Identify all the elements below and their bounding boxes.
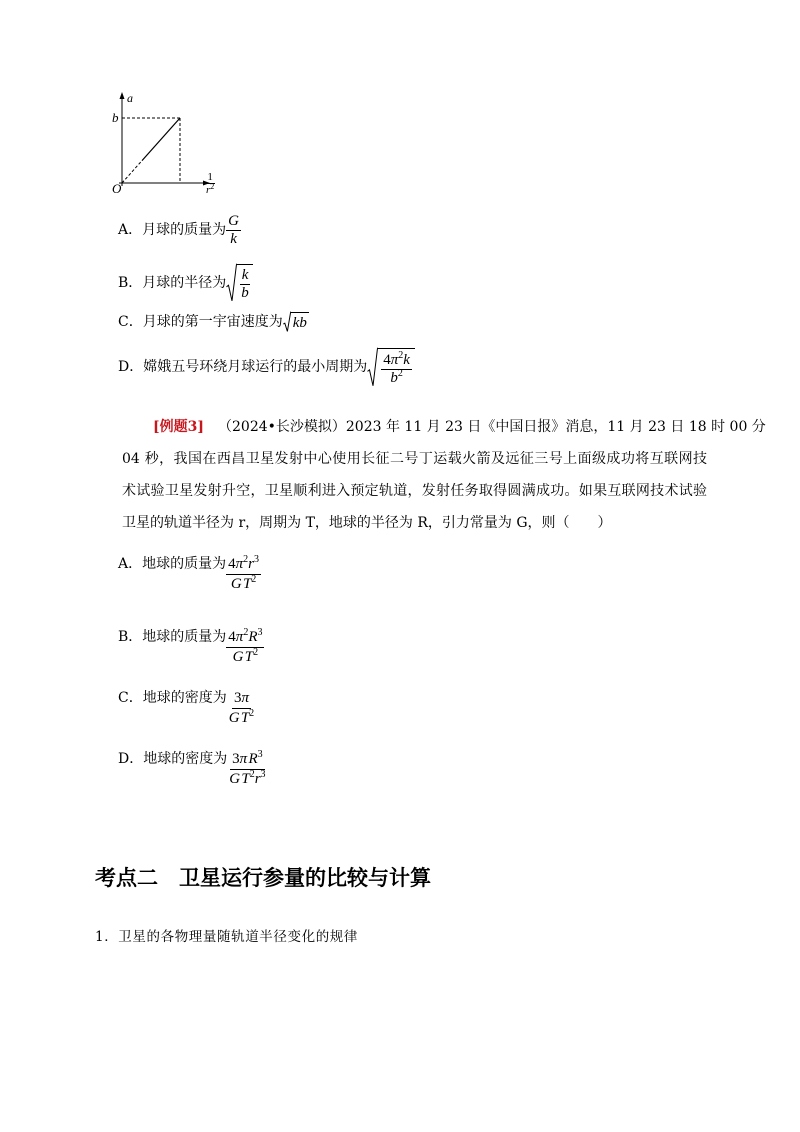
variable-k: k <box>241 267 249 283</box>
variable-b: b <box>241 285 249 301</box>
coefficient: 4 <box>383 351 391 368</box>
variable-k: k <box>230 230 237 247</box>
numerator <box>230 750 264 770</box>
exponent: 2 <box>397 367 403 379</box>
example3-line-4: 卫星的轨道半径为 r，周期为 T，地球的半径为 R，引力常量为 G，则（ ） <box>122 515 612 531</box>
numerator <box>232 689 251 709</box>
variable-g: G <box>229 771 241 787</box>
example3-line-2: 04 秒，我国在西昌卫星发射中心使用长征二号丁运载火箭及远征三号上面级成功将互联网技 <box>122 451 707 467</box>
variable-r: r <box>254 771 261 787</box>
b-value-label: b <box>112 110 119 125</box>
fraction-formula <box>227 750 267 789</box>
sqrt-formula <box>283 312 309 332</box>
fraction-formula <box>226 555 261 594</box>
example3-option-d <box>118 750 268 789</box>
option-text: 地球的质量为 <box>142 629 227 645</box>
y-axis-arrow <box>120 92 125 99</box>
pi-symbol: π <box>235 629 244 645</box>
x-axis-label-numerator: 1 <box>207 171 213 183</box>
acceleration-graph <box>95 85 235 205</box>
radicand <box>378 348 415 387</box>
x-axis-label-denominator <box>205 184 215 196</box>
fraction-formula <box>227 689 256 728</box>
exponent: 2 <box>398 349 404 361</box>
sqrt-formula <box>367 348 415 387</box>
option-letter: D． <box>118 751 144 767</box>
variable-g: G <box>228 212 239 229</box>
variable-r-capital: R <box>248 629 258 645</box>
data-line <box>142 118 180 161</box>
variable-k: k <box>292 315 300 331</box>
pi-symbol: π <box>241 690 249 706</box>
option-text: 地球的密度为 <box>143 751 228 767</box>
radical-sign <box>283 312 291 332</box>
x-axis-label <box>205 171 215 196</box>
pi-symbol: π <box>390 351 399 368</box>
q1-option-c <box>118 312 309 332</box>
pi-symbol: π <box>239 751 248 767</box>
denominator <box>229 575 258 594</box>
variable-k: k <box>403 351 410 368</box>
variable-r: r <box>248 556 254 572</box>
denominator <box>227 770 267 789</box>
fraction-formula <box>226 628 264 667</box>
denominator <box>231 648 260 667</box>
option-letter: D． <box>118 358 144 375</box>
example3-line-1 <box>153 417 766 437</box>
variable-g: G <box>228 710 240 726</box>
exponent: 2 <box>243 554 249 565</box>
variable-t: T <box>244 649 254 665</box>
pi-symbol: π <box>235 556 244 572</box>
option-text: 地球的质量为 <box>142 556 227 572</box>
fraction <box>239 267 251 302</box>
radical-sign <box>367 348 378 387</box>
coefficient: 4 <box>228 556 236 572</box>
fraction-formula <box>226 213 241 248</box>
q1-option-d <box>118 347 415 387</box>
denominator <box>227 709 256 728</box>
x-axis-label-exponent: 2 <box>210 182 215 191</box>
exponent: 2 <box>251 574 257 585</box>
option-text: 月球的第一宇宙速度为 <box>142 313 283 330</box>
sqrt-formula <box>226 264 253 302</box>
exponent: 3 <box>257 749 263 760</box>
coefficient: 3 <box>232 751 240 767</box>
y-axis-label: a <box>127 91 133 105</box>
example3-line-3: 术试验卫星发射升空，卫星顺利进入预定轨道，发射任务取得圆满成功。如果互联网技术试验 <box>122 483 707 499</box>
exponent: 3 <box>253 554 259 565</box>
exponent: 2 <box>243 627 249 638</box>
option-letter: C． <box>118 690 143 706</box>
fraction <box>381 349 412 387</box>
exponent: 2 <box>249 769 255 780</box>
numerator <box>226 213 241 231</box>
option-text: 嫦娥五号环绕月球运行的最小周期为 <box>143 358 368 375</box>
extrapolated-dashed-line <box>122 161 142 183</box>
example3-option-c <box>118 689 256 728</box>
variable-g: G <box>230 576 242 592</box>
example-tag: [例题3] <box>153 419 204 435</box>
numerator <box>226 628 264 648</box>
denominator <box>239 285 251 302</box>
option-letter: B． <box>118 629 143 645</box>
exponent: 2 <box>249 708 255 719</box>
radicand <box>237 264 253 302</box>
q1-option-b <box>118 264 253 302</box>
option-letter: A． <box>118 221 143 238</box>
numerator <box>226 555 261 575</box>
denominator <box>228 231 239 248</box>
option-text: 地球的密度为 <box>142 690 227 706</box>
section-title: 考点二 卫星运行参量的比较与计算 <box>95 866 431 890</box>
x-axis-label-base: r <box>206 184 211 196</box>
example3-option-b <box>118 628 264 667</box>
denominator <box>388 367 405 387</box>
example3-line-1-text: （2024•长沙模拟）2023 年 11 月 23 日《中国日报》消息，11 月 23 日 18 时 00 分 <box>218 419 766 435</box>
numerator <box>240 267 251 285</box>
exponent: 3 <box>257 627 263 638</box>
radicand <box>291 312 309 332</box>
origin-label: O <box>112 181 122 196</box>
exponent: 3 <box>260 769 266 780</box>
option-letter: A． <box>118 556 143 572</box>
option-text: 月球的质量为 <box>142 221 227 238</box>
option-text: 月球的半径为 <box>142 274 227 291</box>
numerator <box>381 349 412 370</box>
option-letter: C． <box>118 313 143 330</box>
variable-g: G <box>232 649 244 665</box>
radical-sign <box>226 264 237 302</box>
q1-option-a <box>118 212 241 248</box>
variable-r-capital: R <box>248 751 258 767</box>
variable-b: b <box>299 315 307 331</box>
section-point-1: 1．卫星的各物理量随轨道半径变化的规律 <box>95 929 358 945</box>
variable-t: T <box>240 710 250 726</box>
coefficient: 3 <box>233 690 242 706</box>
variable-t: T <box>242 576 252 592</box>
coefficient: 4 <box>228 629 236 645</box>
variable-t: T <box>241 771 250 787</box>
option-letter: B． <box>118 274 143 291</box>
exponent: 2 <box>253 647 259 658</box>
example3-option-a <box>118 555 261 594</box>
variable-b: b <box>390 369 398 386</box>
